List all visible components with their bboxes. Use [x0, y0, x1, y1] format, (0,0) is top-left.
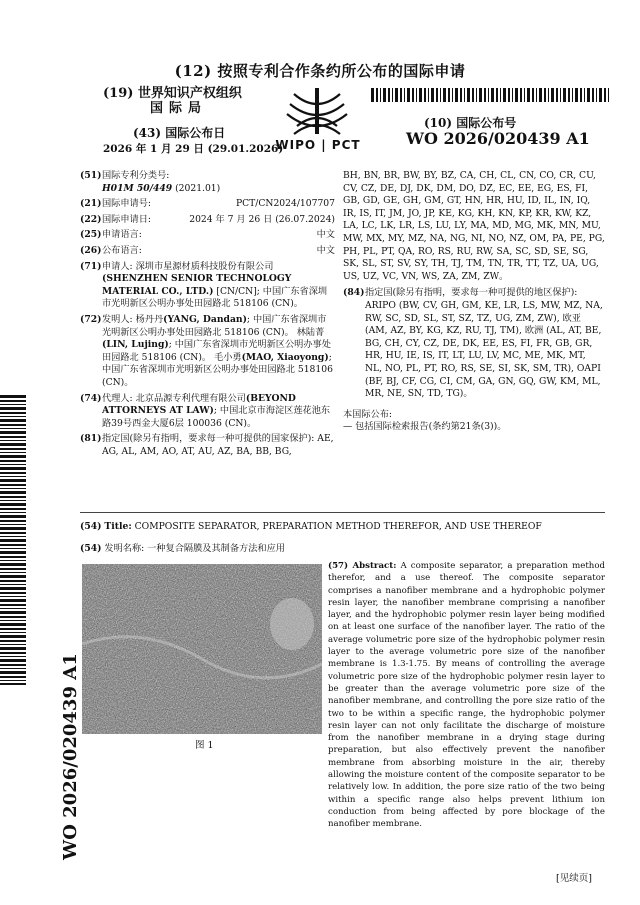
publication-number: WO 2026/020439 A1: [406, 129, 590, 148]
entry-25: (25) 申请语言: 中文: [80, 229, 335, 241]
filing-date: 2024 年 7 月 26 日 (26.07.2024): [189, 213, 335, 225]
wipo-pct-label: WIPO | PCT: [275, 138, 361, 152]
entry-51: (51) 国际专利分类号: H01M 50/449 (2021.01): [80, 170, 221, 194]
entry-84: (84) 指定国(除另有指明，要求每一种可提供的地区保护): ARIPO (BW, CV, GH, GM, KE, LR, LS, MW, MZ, NA, RW, SC, SD, SL, ST, SZ, TZ, UG, ZM, ZW), 欧亚 (AM, AZ, BY, KG, KZ, RU, TJ, TM), 欧洲 (AL, AT, BE, BG, CH, CY, CZ, DE, DK, EE, ES, FI, FR, GB, GR, HR, HU, IE, IS, IT, LT, LU, LV, MC, ME, MK, MT, NL, NO, PL, PT, RO, RS, SE, SI, SK, SM, TR), OAPI (BF, BJ, CF, CG, CI, CM, GA, GN, GQ, GW, KM, ML, MR, NE, SN, TD, TG)。: [343, 287, 603, 400]
org-bureau: 国际局: [150, 101, 208, 116]
pubno-label: (10) 国际公布号: [424, 116, 517, 130]
side-publication-number: WO 2026/020439 A1: [60, 653, 81, 860]
entry-26: (26) 公布语言: 中文: [80, 244, 335, 256]
entry-72-inventors: (72) 发明人: 杨丹丹(YANG, Dandan); 中国广东省深圳市光明新区公明办事处田园路北 518106 (CN)。 林陆菁(LIN, Lujing); 中国广东省深圳市光明新区公明办事处田园路北 518106 (CN)。 毛小勇(MAO, Xiaoyong); 中国广东省深圳市光明新区公明办事处田园路北 518106 (CN)。: [80, 313, 333, 388]
published-item: — 包括国际检索报告(条约第21条(3))。: [343, 421, 507, 433]
abstract: (57) Abstract: A composite separator, a preparation method therefor, and a use thereof. The composite separator comprises a nanofiber membrane and a hydrophobic polymer resin layer, the nanofiber membrane comprising a nanofiber layer, and the hydrophobic polymer resin layer being modified on at least one surface of the nanofiber layer. The ratio of the average volumetric pore size of the hydrophobic polymer resin layer to the average volumetric pore size of the nanofiber membrane is 1.3-1.75. By means of controlling the average volumetric pore size of the hydrophobic polymer resin layer to be greater than the average volumetric pore size of the nanofiber membrane, and controlling the pore size ratio of the two to be within a specific range, the hydrophobic polymer resin layer can not only facilitate the discharge of moisture from the nanofiber membrane in a drying stage during preparation, but also effectively prevent the nanofiber membrane from absorbing moisture in the air, thereby allowing the moisture content of the composite separator to be relatively low. In addition, the pore size ratio of the two being within a specific range also helps prevent lithium ion conduction from being affected by pore blockage of the nanofiber membrane.: [328, 561, 605, 830]
published-label: 本国际公布:: [343, 408, 393, 420]
entry-81: (81) 指定国(除另有指明，要求每一种可提供的国家保护): AE, AG, AL, AM, AO, AT, AU, AZ, BA, BB, BG,: [80, 433, 334, 457]
title-cn: (54) 发明名称: 一种复合隔膜及其制备方法和应用: [80, 543, 285, 554]
entry-21: (21) 国际申请号: PCT/CN2024/107707: [80, 198, 335, 210]
figure-caption: 图 1: [195, 740, 214, 751]
bibliographic-right: [343, 170, 605, 434]
bibliographic-left: [80, 170, 335, 461]
entry-22: (22) 国际申请日: 2024 年 7 月 26 日 (26.07.2024): [80, 213, 335, 225]
figure-sem-image: [82, 564, 322, 734]
barcode-top: [371, 88, 609, 102]
ipc-code: H01M 50/449: [102, 182, 173, 194]
application-number: PCT/CN2024/107707: [235, 198, 335, 210]
title-en: (54) Title: COMPOSITE SEPARATOR, PREPARATION METHOD THEREFOR, AND USE THEREOF: [80, 521, 542, 532]
pubdate-value: 2026 年 1 月 29 日 (29.01.2026): [103, 143, 284, 155]
document-title: (12) 按照专利合作条约所公布的国际申请: [174, 62, 466, 80]
see-back-note: [见续页]: [556, 873, 592, 884]
org-name: (19) 世界知识产权组织: [103, 86, 242, 101]
designated-states-continued: BH, BN, BR, BW, BY, BZ, CA, CH, CL, CN, CO, CR, CU, CV, CZ, DE, DJ, DK, DM, DO, DZ, EC, EE, EG, ES, FI, GB, GD, GE, GH, GM, GT, HN, HR, HU, ID, IL, IN, IQ, IR, IS, IT, JM, JO, JP, KE, KG, KH, KN, KP, KR, KW, KZ, LA, LC, LK, LR, LS, LU, LY, MA, MD, MG, MK, MN, MU, MW, MX, MY, MZ, NA, NG, NI, NO, NZ, OM, PA, PE, PG, PH, PL, PT, QA, RO, RS, RU, RW, SA, SC, SD, SE, SG, SK, SL, ST, SV, SY, TH, TJ, TM, TN, TR, TT, TZ, UA, UG, US, UZ, VC, VN, WS, ZA, ZM, ZW。: [343, 170, 605, 282]
entry-74-agent: (74) 代理人: 北京品源专利代理有限公司(BEYOND ATTORNEYS AT LAW); 中国北京市海淀区莲花池东路39号西金大厦6层 100036 (CN)。: [80, 392, 331, 429]
entry-71-applicant: (71) 申请人: 深圳市星源材质科技股份有限公司 (SHENZHEN SENIOR TECHNOLOGY MATERIAL CO., LTD.) [CN/CN]; 中国广东省深圳市光明新区公明办事处田园路北 518106 (CN)。: [80, 260, 328, 310]
barcode-side: [0, 395, 26, 685]
divider: [80, 512, 605, 513]
pubdate-label: (43) 国际公布日: [133, 126, 226, 140]
